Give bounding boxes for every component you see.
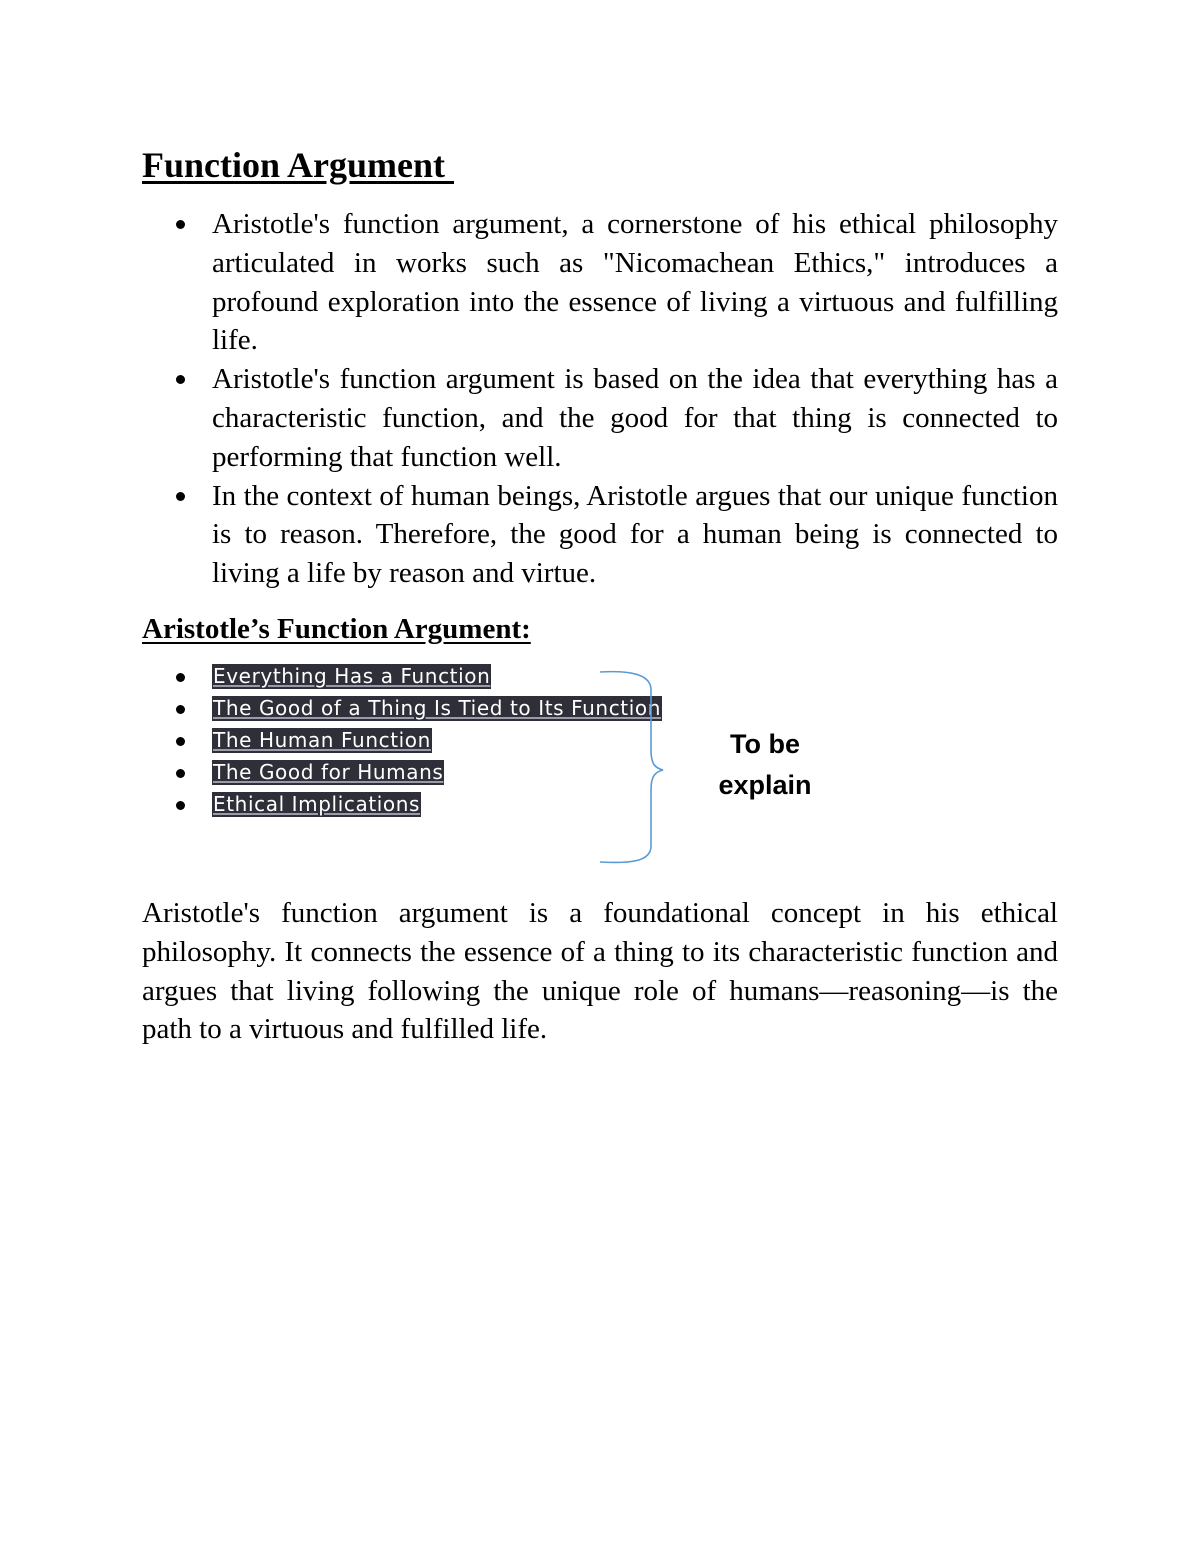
section-heading: Aristotle’s Function Argument: [142,613,531,645]
intro-bullet-list [142,205,1058,593]
annotation-text: To be explain [718,729,812,800]
bullet-icon [176,737,185,746]
list-item-text: Aristotle's function argument, a cornerstone of his ethical philosophy articulated in works such as "Nicomachean Ethics," introduces a profound exploration into the essence of living a virtuous and fulfilling life. [212,208,1058,357]
topic-item[interactable] [142,696,662,728]
curly-brace-shape [600,672,663,863]
bullet-icon [176,705,185,714]
highlighted-topic-text[interactable]: The Human Function [213,728,431,752]
list-item [142,477,1058,593]
highlighted-topic-text[interactable]: The Good of a Thing Is Tied to Its Function [213,696,662,720]
topic-item[interactable] [142,664,662,696]
conclusion-paragraph: Aristotle's function argument is a foundational concept in his ethical philosophy. It connects the essence of a thing to its characteristic function and argues that living following the unique role of humans—reasoning—is the path to a virtuous and fulfilled life. [142,897,1058,1046]
highlighted-topic-text[interactable]: Ethical Implications [213,792,421,816]
bullet-icon [176,801,185,810]
highlighted-topic-text[interactable]: Everything Has a Function [213,664,491,688]
bullet-icon [176,375,185,384]
topic-item[interactable] [142,792,662,824]
topic-item[interactable] [142,760,662,792]
bullet-icon [176,492,185,501]
topic-item[interactable] [142,728,662,760]
list-item [142,360,1058,476]
page-title: Function Argument [142,145,455,185]
highlighted-topic-text[interactable]: The Good for Humans [213,760,444,784]
list-item [142,205,1058,360]
bullet-icon [176,769,185,778]
list-item-text: In the context of human beings, Aristotle argues that our unique function is to reason. Therefore, the good for a human being is connected to living a life by reason and virtue. [212,479,1058,590]
bullet-icon [176,220,185,229]
list-item-text: Aristotle's function argument is based on the idea that everything has a characteristic function, and the good for that thing is connected to performing that function well. [212,363,1058,473]
bullet-icon [176,673,185,682]
topic-list [142,664,662,824]
curly-brace-icon[interactable] [595,668,665,868]
